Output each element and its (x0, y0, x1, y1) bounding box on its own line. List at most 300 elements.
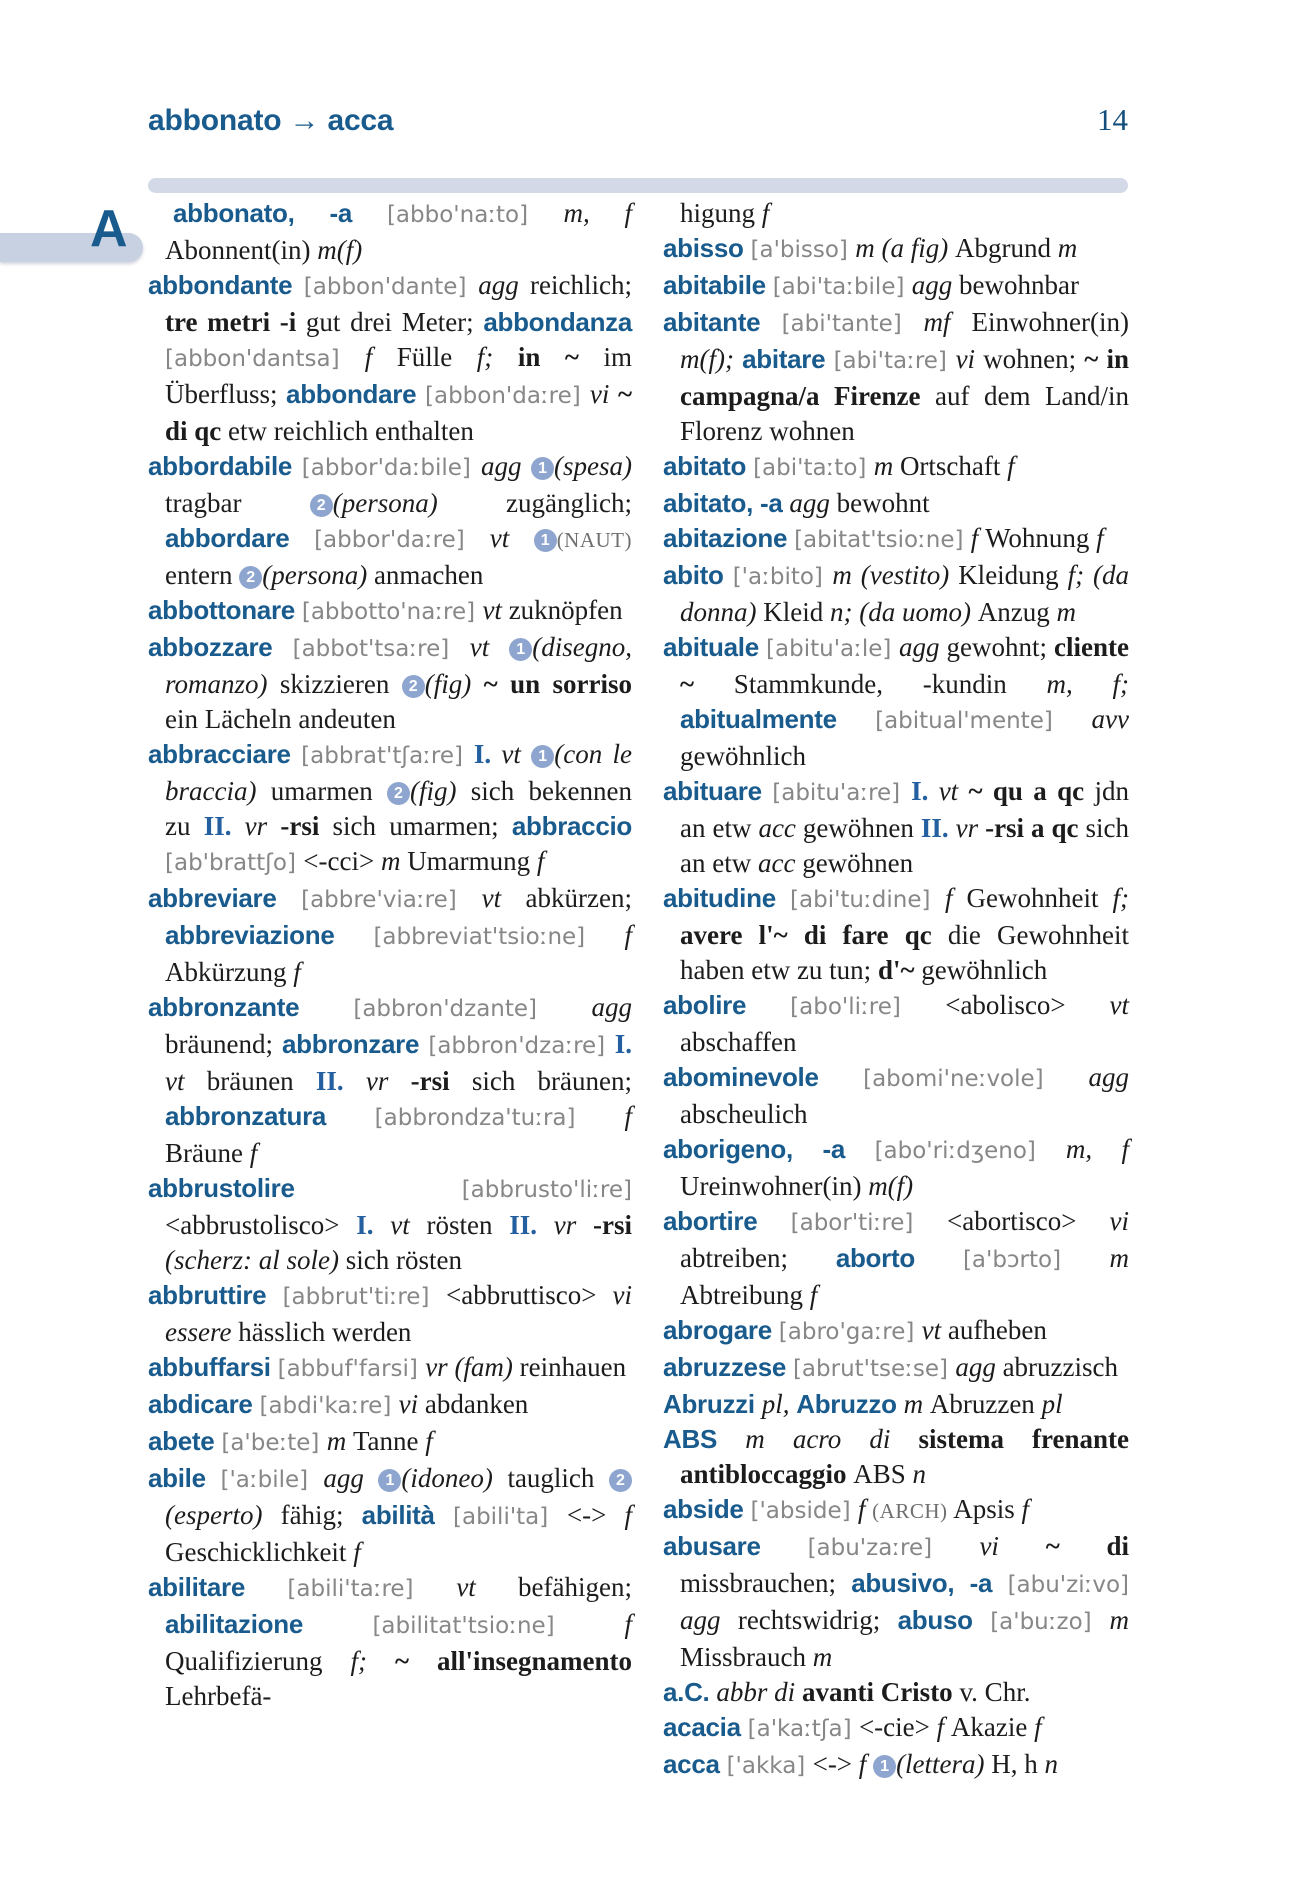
translation-text: ABS (853, 1459, 913, 1489)
translation-text: entern (165, 560, 240, 590)
headword: abilitazione (165, 1609, 373, 1639)
grammar-or-context-label: (fig) (410, 776, 471, 806)
dictionary-entry (663, 1204, 1129, 1313)
translation-text: <abbrustolisco> (165, 1210, 357, 1240)
phonetic-transcription: [a'bisso] (750, 237, 856, 263)
translation-text: Abruzzen (929, 1389, 1042, 1419)
headword: acacia (663, 1712, 748, 1742)
translation-text: reichlich; (530, 270, 632, 300)
headword: abominevole (663, 1062, 864, 1092)
dictionary-entry (663, 449, 1129, 486)
phonetic-transcription: [abi'taːbile] (772, 274, 912, 300)
grammar-or-context-label: agg (480, 451, 532, 481)
translation-text: sich bekennen zu (165, 776, 632, 841)
part-roman-numeral: I. (614, 1029, 632, 1059)
dictionary-entry (148, 881, 632, 990)
dictionary-entry (148, 1171, 632, 1278)
grammar-or-context-label: vi (1109, 1206, 1129, 1236)
phonetic-transcription: [abili'ta] (453, 1504, 567, 1530)
grammar-or-context-label: m (1057, 233, 1078, 263)
headword: Abruzzi (663, 1389, 762, 1419)
example-phrase: -rsi (280, 811, 333, 841)
example-phrase: ~ di qc (165, 379, 632, 446)
headword: abuso (897, 1605, 991, 1635)
sense-number-badge: 2 (402, 675, 425, 698)
headword: abile (148, 1463, 221, 1493)
translation-text: umarmen (270, 776, 387, 806)
dictionary-entry (663, 1387, 1129, 1422)
grammar-or-context-label: f (936, 1712, 951, 1742)
headword: abusivo, -a (851, 1568, 1008, 1598)
headword: a.C. (663, 1677, 717, 1707)
sense-number-badge: 2 (310, 494, 333, 517)
translation-text: gewöhnlich (680, 741, 806, 771)
translation-text: <-> (566, 1500, 625, 1530)
translation-text: Geschicklichkeit (165, 1537, 354, 1567)
grammar-or-context-label: (da uomo) (859, 597, 978, 627)
translation-text: abruzzisch (1002, 1352, 1118, 1382)
translation-text: Akazie (950, 1712, 1035, 1742)
dictionary-entry (663, 630, 1129, 774)
headword: abruzzese (663, 1352, 793, 1382)
phonetic-transcription: [abitu'aːre] (772, 780, 912, 806)
section-letter-tab[interactable] (0, 200, 143, 262)
headword: abitabile (663, 270, 773, 300)
grammar-or-context-label: agg (911, 270, 960, 300)
phonetic-transcription: [abitu'aːle] (766, 636, 899, 662)
translation-text: Kleid (763, 597, 830, 627)
dictionary-entry (663, 774, 1129, 881)
phonetic-transcription: [abbrat'tʃaːre] (301, 743, 474, 769)
grammar-or-context-label: f (624, 920, 632, 950)
grammar-or-context-label: m (903, 1389, 930, 1419)
headword: ABS (663, 1424, 746, 1454)
translation-text: Umarmung (407, 846, 537, 876)
grammar-or-context-label: abbr di (716, 1677, 802, 1707)
phonetic-transcription: [abbuf'farsi] (277, 1356, 426, 1382)
example-phrase: -rsi (410, 1066, 472, 1096)
grammar-or-context-label: f; (350, 1646, 395, 1676)
translation-text: fähig; (280, 1500, 362, 1530)
translation-text: Apsis (953, 1494, 1022, 1524)
phonetic-transcription: [abbrusto'liːre] (461, 1177, 632, 1203)
dictionary-entry (148, 1424, 632, 1461)
translation-text: Tanne (352, 1426, 426, 1456)
translation-text: tragbar (165, 488, 310, 518)
grammar-or-context-label: f (624, 1500, 632, 1530)
grammar-or-context-label: agg (955, 1352, 1003, 1382)
headword: abside (663, 1494, 751, 1524)
translation-text: v. Chr. (959, 1677, 1031, 1707)
phonetic-transcription: [abi'tante] (781, 311, 924, 337)
dictionary-entry (148, 990, 632, 1171)
dictionary-entry (663, 1710, 1129, 1747)
translation-text: gewöhnen (802, 848, 914, 878)
example-phrase: ~ qu a qc (968, 776, 1095, 806)
headword: abbottonare (148, 595, 302, 625)
translation-text: abkürzen; (525, 883, 632, 913)
sense-number-badge: 1 (531, 457, 554, 480)
grammar-or-context-label: m (832, 560, 861, 590)
grammar-or-context-label: vt (165, 1066, 207, 1096)
grammar-or-context-label: vi essere (165, 1280, 633, 1347)
dictionary-entry (148, 593, 632, 630)
grammar-or-context-label: f (353, 1537, 361, 1567)
example-phrase: cliente ~ (680, 632, 1129, 699)
grammar-or-context-label: f (858, 1749, 874, 1779)
translation-text: tauglich (507, 1463, 609, 1493)
dictionary-entry (148, 268, 632, 449)
translation-text: sich umarmen; (332, 811, 512, 841)
phonetic-transcription: [abi'taːto] (753, 455, 874, 481)
part-roman-numeral: I. (911, 776, 939, 806)
left-column (148, 196, 632, 1714)
translation-text: missbrauchen; (680, 1568, 852, 1598)
headword: abbonato, -a (173, 198, 387, 228)
dictionary-entry (148, 1350, 632, 1387)
grammar-or-context-label: agg (478, 270, 531, 300)
translation-text: Anzug (977, 597, 1057, 627)
headword: abilitare (148, 1572, 288, 1602)
grammar-or-context-label: m, f (563, 198, 632, 228)
grammar-or-context-label: f (249, 1138, 258, 1168)
headword: abbreviazione (165, 920, 374, 950)
dictionary-entry (663, 1350, 1129, 1387)
translation-text: <abolisco> (945, 990, 1110, 1020)
phonetic-transcription: [abrut'tseːse] (792, 1356, 956, 1382)
grammar-or-context-label: m (1109, 1243, 1129, 1273)
headword: abdicare (148, 1389, 260, 1419)
grammar-or-context-label: mf (923, 307, 972, 337)
phonetic-transcription: [a'bɔrto] (962, 1247, 1110, 1273)
grammar-or-context-label: m(f); (680, 344, 743, 374)
grammar-or-context-label: vr (553, 1210, 594, 1240)
translation-text: gut drei Meter; (305, 307, 484, 337)
phonetic-transcription: [abilitat'tsioːne] (372, 1613, 625, 1639)
dictionary-entry (663, 1422, 1129, 1492)
translation-text: abtreiben; (680, 1243, 836, 1273)
grammar-or-context-label: f (624, 1609, 632, 1639)
part-roman-numeral: II. (315, 1066, 366, 1096)
grammar-or-context-label: (persona) (332, 488, 507, 518)
phonetic-transcription: [abbre'viaːre] (301, 887, 482, 913)
section-letter: A (90, 200, 128, 258)
translation-text: higung (680, 198, 762, 228)
grammar-or-context-label: (fam) (454, 1352, 520, 1382)
headword: abituare (663, 776, 773, 806)
grammar-or-context-label: m (812, 1642, 833, 1672)
example-phrase: avere l'~ di fare qc (680, 920, 948, 950)
translation-text: zuknöpfen (508, 595, 623, 625)
grammar-or-context-label: vr (425, 1352, 455, 1382)
grammar-or-context-label: vt (501, 739, 532, 769)
grammar-or-context-label: f (1021, 1494, 1030, 1524)
grammar-or-context-label: m (855, 233, 882, 263)
grammar-or-context-label: n (912, 1459, 927, 1489)
translation-text: im Überfluss; (165, 342, 632, 409)
translation-text: Qualifizierung (165, 1646, 351, 1676)
dictionary-entry (663, 1529, 1129, 1675)
translation-text: zugänglich; (506, 488, 632, 518)
dictionary-entry (663, 305, 1129, 449)
grammar-or-context-label: vt (921, 1315, 948, 1345)
grammar-or-context-label: vi (979, 1531, 1046, 1561)
dictionary-entry (148, 1461, 632, 1570)
phonetic-transcription: [abomi'neːvole] (863, 1066, 1089, 1092)
translation-text: gewöhnen (802, 813, 921, 843)
dictionary-entry (663, 486, 1129, 521)
grammar-or-context-label: vi (398, 1389, 425, 1419)
grammar-or-context-label: vt (481, 883, 526, 913)
grammar-or-context-label: (con le braccia) (165, 739, 632, 806)
dictionary-entry (663, 1492, 1129, 1529)
grammar-or-context-label: f (809, 1280, 818, 1310)
headword: abitualmente (680, 704, 876, 734)
dictionary-entry (663, 231, 1129, 268)
translation-text: rechtswidrig; (737, 1605, 898, 1635)
grammar-or-context-label: vt (1109, 990, 1129, 1020)
dictionary-entry (148, 196, 632, 268)
grammar-or-context-label: vr (244, 811, 281, 841)
grammar-or-context-label: (lettera) (896, 1749, 992, 1779)
grammar-or-context-label: vt (489, 523, 534, 553)
translation-text: Abkürzung (165, 957, 294, 987)
grammar-or-context-label: f (364, 342, 397, 372)
grammar-or-context-label: vt (456, 1572, 519, 1602)
part-roman-numeral: II. (920, 813, 956, 843)
grammar-or-context-label: f (624, 1101, 632, 1131)
translation-text: Kleidung (958, 560, 1068, 590)
example-phrase: ~ all'insegnamento (394, 1646, 632, 1676)
translation-text: anmachen (373, 560, 484, 590)
example-phrase: ~ un sorriso (483, 669, 632, 699)
sense-number-badge: 1 (509, 638, 532, 661)
grammar-or-context-label: (persona) (262, 560, 374, 590)
translation-text: bewohnbar (959, 270, 1079, 300)
dictionary-entry (663, 268, 1129, 305)
grammar-or-context-label: pl, (761, 1389, 797, 1419)
headword: abbronzatura (165, 1101, 375, 1131)
translation-text: bewohnt (836, 488, 930, 518)
headword: abisso (663, 233, 751, 263)
phonetic-transcription: [a'kaːtʃa] (747, 1716, 859, 1742)
translation-text: gewöhnlich (921, 955, 1048, 985)
headword: abbruttire (148, 1280, 283, 1310)
headword: abbronzante (148, 992, 354, 1022)
phonetic-transcription: ['akka] (726, 1753, 813, 1779)
grammar-or-context-label: (vestito) (860, 560, 959, 590)
translation-text: Fülle (396, 342, 477, 372)
translation-text: Abtreibung (680, 1280, 810, 1310)
grammar-or-context-label: m (873, 451, 900, 481)
phonetic-transcription: [abbrut'tiːre] (282, 1284, 447, 1310)
phonetic-transcription: [abbron'dzante] (353, 996, 592, 1022)
example-phrase: avanti Cristo (801, 1677, 960, 1707)
phonetic-transcription: [abbor'daːbile] (301, 455, 481, 481)
translation-text: Missbrauch (680, 1642, 813, 1672)
translation-text: <-> (812, 1749, 859, 1779)
sense-number-badge: 1 (531, 745, 554, 768)
translation-text: ein Lächeln andeuten (165, 704, 396, 734)
translation-text: etw reichlich enthalten (228, 416, 474, 446)
grammar-or-context-label: n; (830, 597, 860, 627)
headword: abusare (663, 1531, 808, 1561)
part-roman-numeral: II. (203, 811, 245, 841)
headword: abito (663, 560, 733, 590)
translation-text: <abortisco> (947, 1206, 1110, 1236)
translation-text: Lehrbefä- (165, 1681, 272, 1711)
grammar-or-context-label: avv (1091, 704, 1129, 734)
grammar-or-context-label: agg (591, 992, 632, 1022)
sense-number-badge: 2 (239, 566, 262, 589)
translation-text: Wohnung (985, 523, 1097, 553)
dictionary-entry (663, 1747, 1129, 1784)
headword: abortire (663, 1206, 791, 1236)
headword: abbracciare (148, 739, 302, 769)
example-phrase: ~ in campagna/a Firenze (680, 344, 1129, 411)
phonetic-transcription: [abo'liːre] (790, 994, 946, 1020)
example-phrase: sistema frenante antibloccaggio (680, 1424, 1130, 1489)
grammar-or-context-label: vt (482, 595, 509, 625)
grammar-or-context-label: vt (469, 632, 510, 662)
grammar-or-context-label: vt (390, 1210, 427, 1240)
translation-text: reinhauen (519, 1352, 627, 1382)
grammar-or-context-label: m (380, 846, 408, 876)
subject-field-label: (NAUT) (556, 528, 632, 552)
grammar-or-context-label: vr (955, 813, 986, 843)
phonetic-transcription: [a'beːte] (221, 1430, 327, 1456)
translation-text: abdanken (424, 1389, 529, 1419)
example-phrase: -rsi (593, 1210, 633, 1240)
headword: abitudine (663, 883, 791, 913)
phonetic-transcription: [abor'tiːre] (790, 1210, 948, 1236)
phonetic-transcription: [abitual'mente] (875, 708, 1092, 734)
translation-text: Ortschaft (899, 451, 1008, 481)
example-phrase: in ~ (517, 342, 604, 372)
dictionary-entry (663, 1313, 1129, 1350)
grammar-or-context-label: m(f) (317, 235, 363, 265)
translation-text: Stammkunde, -kundin (733, 669, 1047, 699)
translation-text: sich an etw (680, 813, 1130, 878)
page-header-word-range: abbonato → acca (148, 104, 394, 137)
grammar-or-context-label: m, f; (1046, 669, 1129, 699)
part-roman-numeral: II. (509, 1210, 554, 1240)
dictionary-entry (148, 737, 632, 881)
translation-text: gewohnt; (946, 632, 1055, 662)
headword: abitazione (663, 523, 795, 553)
translation-text: sich rösten (345, 1245, 462, 1275)
translation-text: <-cie> (858, 1712, 937, 1742)
translation-text: <abbruttisco> (446, 1280, 613, 1310)
headword: abitante (663, 307, 782, 337)
grammar-or-context-label: vi (955, 344, 984, 374)
phonetic-transcription: [abbor'daːre] (314, 527, 490, 553)
headword: aborigeno, -a (663, 1134, 875, 1164)
grammar-or-context-label: m acro di (745, 1424, 919, 1454)
grammar-or-context-label: f (1096, 523, 1104, 553)
translation-text: H, h (991, 1749, 1045, 1779)
grammar-or-context-label: f (1034, 1712, 1042, 1742)
headword: abitato, -a (663, 488, 790, 518)
grammar-or-context-label: f (970, 523, 986, 553)
grammar-or-context-label: (da donna) (680, 560, 1130, 627)
sense-number-badge: 1 (534, 529, 557, 552)
translation-text: rösten (426, 1210, 510, 1240)
headword: abrogare (663, 1315, 779, 1345)
phonetic-transcription: [abbron'dzaːre] (428, 1033, 615, 1059)
entry-continuation (663, 196, 1129, 231)
grammar-or-context-label: f (293, 957, 301, 987)
headword: abitato (663, 451, 754, 481)
grammar-or-context-label: m, f (1065, 1134, 1129, 1164)
example-phrase: ~ di (1045, 1531, 1129, 1561)
phonetic-transcription: [abbon'dante] (303, 274, 479, 300)
grammar-or-context-label: agg (1088, 1062, 1129, 1092)
right-column (663, 196, 1129, 1784)
headword: aborto (835, 1243, 963, 1273)
translation-text: aufheben (947, 1315, 1047, 1345)
phonetic-transcription: [a'buːzo] (990, 1609, 1110, 1635)
translation-text: auf dem Land/in Florenz wohnen (680, 381, 1129, 446)
grammar-or-context-label: agg (789, 488, 837, 518)
headword: acca (663, 1749, 727, 1779)
phonetic-transcription: [abbot'tsaːre] (292, 636, 470, 662)
grammar-or-context-label: (spesa) (554, 451, 633, 481)
headword: abbreviare (148, 883, 302, 913)
dictionary-entry (148, 630, 632, 737)
example-phrase: d'~ (877, 955, 922, 985)
phonetic-transcription: [abbotto'naːre] (301, 599, 483, 625)
headword: abbondante (148, 270, 304, 300)
headword: abbordare (165, 523, 315, 553)
grammar-or-context-label: vt (938, 776, 969, 806)
part-roman-numeral: I. (356, 1210, 391, 1240)
headword: abbondanza (483, 307, 633, 337)
translation-text: <-cci> (303, 846, 381, 876)
dictionary-entry (663, 881, 1129, 988)
grammar-or-context-label: agg (898, 632, 947, 662)
dictionary-entry (663, 988, 1129, 1060)
translation-text: hässlich werden (238, 1317, 412, 1347)
headword: abbrustolire (148, 1173, 462, 1203)
example-phrase: -rsi a qc (985, 813, 1086, 843)
phonetic-transcription: [abitat'tsioːne] (794, 527, 971, 553)
phonetic-transcription: [abbreviat'tsioːne] (373, 924, 625, 950)
grammar-or-context-label: vi (589, 379, 618, 409)
subject-field-label: (ARCH) (872, 1499, 954, 1523)
sense-number-badge: 2 (609, 1469, 632, 1492)
page-number: 14 (1097, 102, 1128, 137)
translation-text: Bräune (165, 1138, 250, 1168)
headword: abolire (663, 990, 791, 1020)
phonetic-transcription: ['aːbile] (220, 1467, 324, 1493)
grammar-or-context-label: f (945, 883, 967, 913)
grammar-or-context-label: (idoneo) (401, 1463, 508, 1493)
headword: abitare (742, 344, 834, 374)
grammar-or-context-label: f (857, 1494, 873, 1524)
phonetic-transcription: [abro'gaːre] (778, 1319, 922, 1345)
grammar-or-context-label: agg (323, 1463, 379, 1493)
translation-text: wohnen; (983, 344, 1085, 374)
dictionary-entry (148, 1387, 632, 1424)
headword: abbozzare (148, 632, 293, 662)
translation-text: Gewohnheit (966, 883, 1113, 913)
headword: abbordabile (148, 451, 302, 481)
grammar-or-context-label: m(f) (868, 1171, 914, 1201)
translation-text: sich bräunen; (471, 1066, 633, 1096)
dictionary-entry (663, 558, 1129, 630)
example-phrase: tre metri -i (165, 307, 306, 337)
